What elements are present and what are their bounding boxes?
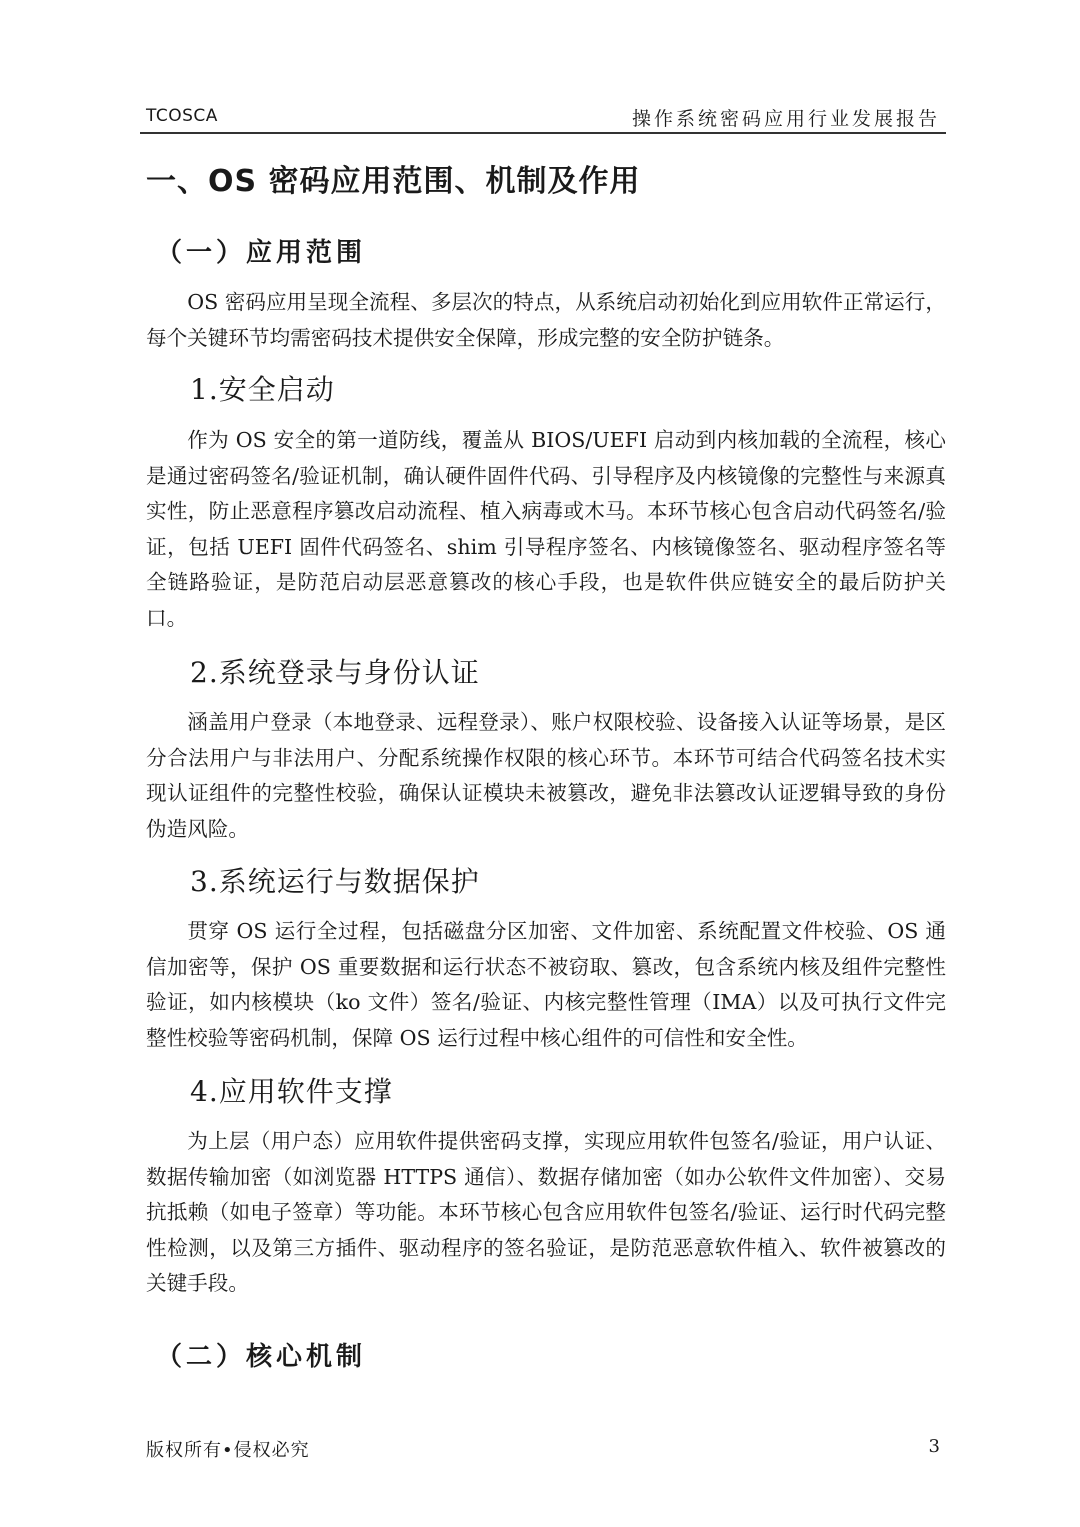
subsection-title-scope: （一）应用范围 xyxy=(156,238,367,268)
scope-intro-paragraph: OS 密码应用呈现全流程、多层次的特点，从系统启动初始化到应用软件正常运行，每个关键环节均需密码技术提供安全保障，形成完整的安全防护链条。 xyxy=(146,290,946,350)
item-title-runtime-data: 3.系统运行与数据保护 xyxy=(190,865,480,898)
header-divider xyxy=(140,132,946,134)
item-title-secure-boot: 1.安全启动 xyxy=(190,373,335,406)
item-body-runtime-data: 贯穿 OS 运行全过程，包括磁盘分区加密、文件加密、系统配置文件校验、OS 通信加密等，保护 OS 重要数据和运行状态不被窃取、篡改，包含系统内核及组件完整性验证，如内核模块（ko 文件）签名/验证、内核完整性管理（IMA）以及可执行文件完整性校验等密码机制，保障 OS 运行过程中核心组件的可信性和安全性。 xyxy=(146,919,946,1050)
item-title-app-support: 4.应用软件支撑 xyxy=(190,1075,393,1108)
page-number: 3 xyxy=(928,1436,940,1457)
header-org: TCOSCA xyxy=(146,106,218,126)
section-title: 一、OS 密码应用范围、机制及作用 xyxy=(146,164,641,199)
item-title-login-auth: 2.系统登录与身份认证 xyxy=(190,656,480,689)
item-body-secure-boot: 作为 OS 安全的第一道防线，覆盖从 BIOS/UEFI 启动到内核加载的全流程，核心是通过密码签名/验证机制，确认硬件固件代码、引导程序及内核镜像的完整性与来源真实性，防止恶意程序篡改启动流程、植入病毒或木马。本环节核心包含启动代码签名/验证，包括 UEFI 固件代码签名、shim 引导程序签名、内核镜像签名、驱动程序签名等全链路验证，是防范启动层恶意篡改的核心手段，也是软件供应链安全的最后防护关口。 xyxy=(146,428,946,630)
header-report-title: 操作系统密码应用行业发展报告 xyxy=(631,108,940,130)
item-body-login-auth: 涵盖用户登录（本地登录、远程登录）、账户权限校验、设备接入认证等场景，是区分合法用户与非法用户、分配系统操作权限的核心环节。本环节可结合代码签名技术实现认证组件的完整性校验，确保认证模块未被篡改，避免非法篡改认证逻辑导致的身份伪造风险。 xyxy=(146,710,946,841)
subsection-title-core-mechanism: （二）核心机制 xyxy=(156,1342,367,1372)
item-body-app-support: 为上层（用户态）应用软件提供密码支撑，实现应用软件包签名/验证，用户认证、数据传输加密（如浏览器 HTTPS 通信）、数据存储加密（如办公软件文件加密）、交易抗抵赖（如电子签章）等功能。本环节核心包含应用软件包签名/验证、运行时代码完整性检测，以及第三方插件、驱动程序的签名验证，是防范恶意软件植入、软件被篡改的关键手段。 xyxy=(146,1129,946,1295)
footer-copyright: 版权所有•侵权必究 xyxy=(146,1440,310,1461)
